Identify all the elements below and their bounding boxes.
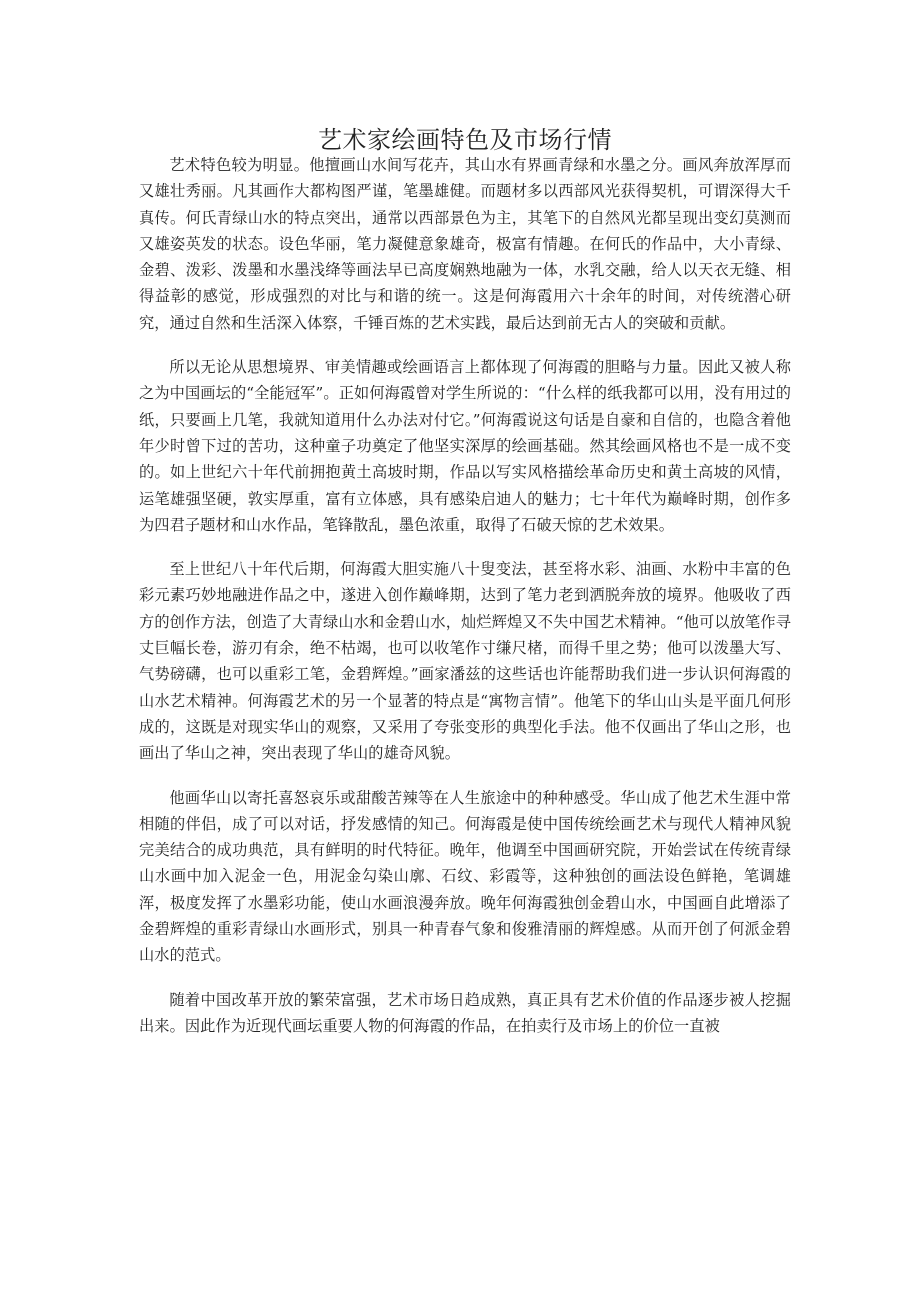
paragraph-all-round-champion: 所以无论从思想境界、审美情趣或绘画语言上都体现了何海霞的胆略与力量。因此又被人称之为中国画坛的“全能冠军”。正如何海霞曾对学生所说的：“什么样的纸我都可以用，没有用过的纸，只要画上几笔，我就知道用什么办法对付它。”何海霞说这句话是自豪和自信的，也隐含着他年少时曾下过的苦功，这种童子功奠定了他坚实深厚的绘画基础。然其绘画风格也不是一成不变的。如上世纪六十年代前拥抱黄土高坡时期，作品以写实风格描绘革命历史和黄土高坡的风情，运笔雄强坚硬，敦实厚重，富有立体感，具有感染启迪人的魅力；七十年代为巅峰时期，创作多为四君子题材和山水作品，笔锋散乱，墨色浓重，取得了石破天惊的艺术效果。 [139,358,791,534]
paragraph-market: 随着中国改革开放的繁荣富强，艺术市场日趋成熟，真正具有艺术价值的作品逐步被人挖掘出来。因此作为近现代画坛重要人物的何海霞的作品，在拍卖行及市场上的价位一直被 [139,990,791,1035]
paragraph-art-features: 艺术特色较为明显。他擅画山水间写花卉，其山水有界画青绿和水墨之分。画风奔放浑厚而又雄壮秀丽。凡其画作大都构图严谨，笔墨雄健。而题材多以西部风光获得契机，可谓深得大千真传。何氏青绿山水的特点突出，通常以西部景色为主，其笔下的自然风光都呈现出变幻莫测而又雄姿英发的状态。设色华丽，笔力凝健意象雄奇，极富有情趣。在何氏的作品中，大小青绿、金碧、泼彩、泼墨和水墨浅绛等画法早已高度娴熟地融为一体，水乳交融，给人以天衣无缝、相得益彰的感觉，形成强烈的对比与和谐的统一。这是何海霞用六十余年的时间，对传统潜心研究，通过自然和生活深入体察，千锤百炼的艺术实践，最后达到前无古人的突破和贡献。 [139,156,791,332]
paragraph-huashan: 他画华山以寄托喜怒哀乐或甜酸苦辣等在人生旅途中的种种感受。华山成了他艺术生涯中常相随的伴侣，成了可以对话，抒发感情的知己。何海霞是使中国传统绘画艺术与现代人精神风貌完美结合的成功典范，具有鲜明的时代特征。晚年，他调至中国画研究院，开始尝试在传统青绿山水画中加入泥金一色，用泥金勾染山廓、石纹、彩霞等，这种独创的画法设色鲜艳，笔调雄浑，极度发挥了水墨彩功能，使山水画浪漫奔放。晚年何海霞独创金碧山水，中国画自此增添了金碧辉煌的重彩青绿山水画形式，别具一种青春气象和俊雅清丽的辉煌感。从而开创了何派金碧山水的范式。 [139,788,791,965]
document-body [139,152,791,1057]
paragraph-eighties-transformation: 至上世纪八十年代后期，何海霞大胆实施八十叟变法，甚至将水彩、油画、水粉中丰富的色彩元素巧妙地融进作品之中，遂进入创作巅峰期，达到了笔力老到洒脱奔放的境界。他吸收了西方的创作方法，创造了大青绿山水和金碧山水，灿烂辉煌又不失中国艺术精神。“他可以放笔作寻丈巨幅长卷，游刃有余，绝不枯竭，也可以收笔作寸缣尺楮，而得千里之势；他可以泼墨大写、气势磅礴，也可以重彩工笔，金碧辉煌。”画家潘兹的这些话也许能帮助我们进一步认识何海霞的山水艺术精神。何海霞艺术的另一个显著的特点是“寓物言情”。他笔下的华山山头是平面几何形成的，这既是对现实华山的观察，又采用了夸张变形的典型化手法。他不仅画出了华山之形，也画出了华山之神，突出表现了华山的雄奇风貌。 [139,560,791,763]
document-title: 艺术家绘画特色及市场行情 [318,126,612,154]
